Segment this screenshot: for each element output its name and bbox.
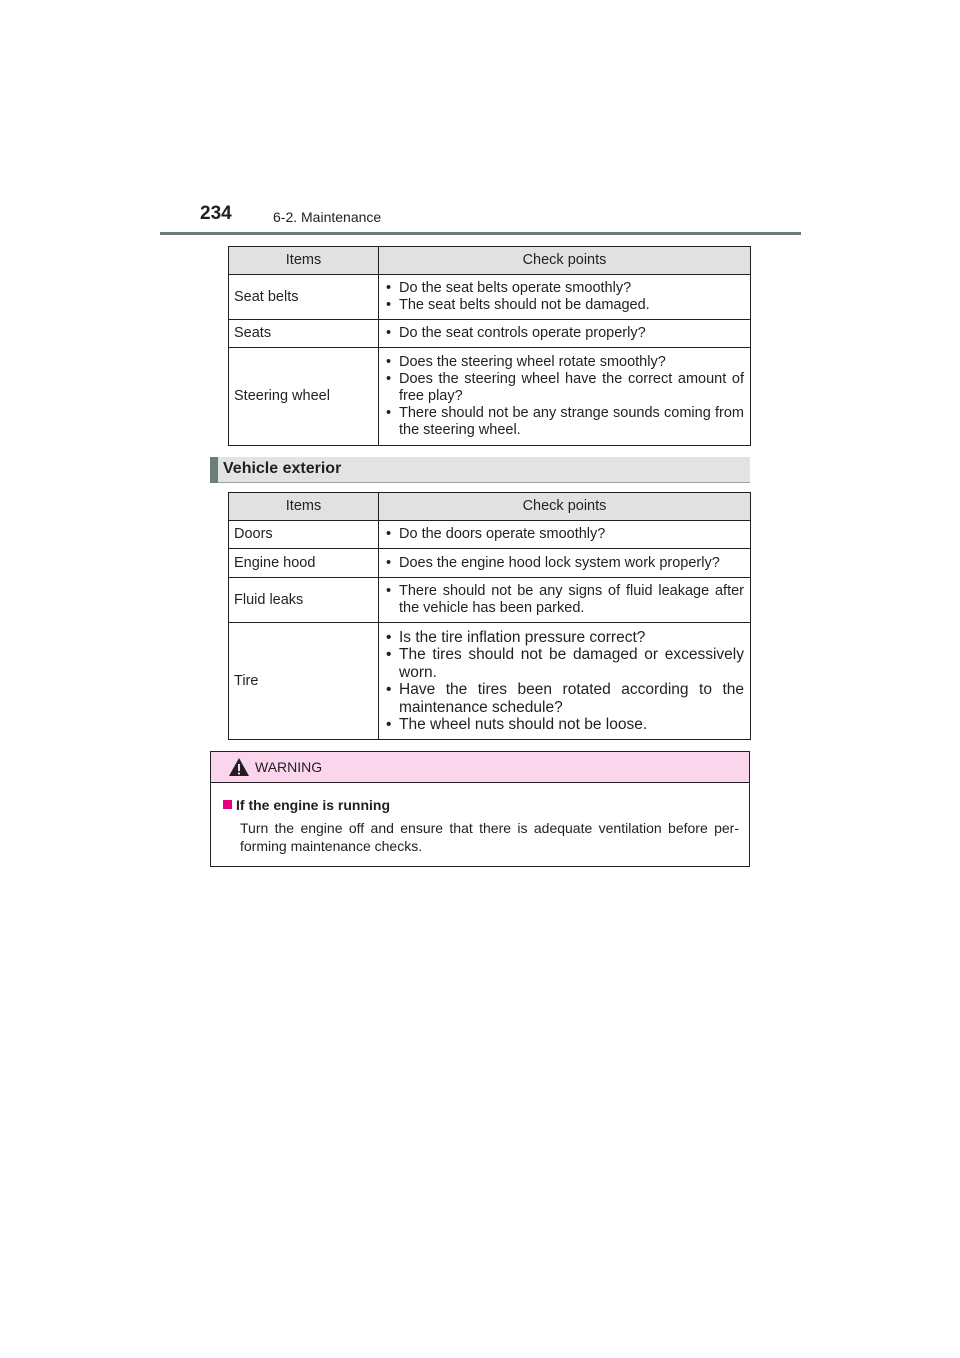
section-label: 6-2. Maintenance	[273, 209, 382, 225]
check-points-cell	[379, 348, 751, 446]
table-row	[229, 623, 751, 740]
check-point: • Does the engine hood lock system work properly?	[384, 555, 744, 572]
table-row	[229, 275, 751, 320]
table-row	[229, 348, 751, 446]
item-cell: Steering wheel	[229, 348, 379, 446]
warning-body	[211, 783, 749, 855]
warning-title: WARNING	[255, 759, 323, 775]
check-point: • Is the tire inflation pressure correct?	[384, 629, 744, 647]
table-row	[229, 320, 751, 348]
item-cell: Seats	[229, 320, 379, 348]
item-cell: Doors	[229, 521, 379, 549]
column-header-check-points: Check points	[379, 493, 751, 521]
check-point: • The seat belts should not be damaged.	[384, 297, 744, 314]
check-point: • Have the tires been rotated according to the maintenance schedule?	[384, 681, 744, 716]
check-point: • Do the seat belts operate smoothly?	[384, 280, 744, 297]
warning-header	[211, 752, 749, 783]
section-heading-vehicle-exterior	[210, 457, 750, 483]
warning-text: Turn the engine off and ensure that there is adequate ventilation before per-forming maintenance checks.	[240, 820, 739, 854]
warning-triangle-icon	[228, 757, 250, 782]
item-cell: Fluid leaks	[229, 578, 379, 623]
item-cell: Tire	[229, 623, 379, 740]
check-points-cell	[379, 521, 751, 549]
check-point: • There should not be any strange sounds coming from the steering wheel.	[384, 405, 744, 439]
warning-box	[210, 751, 750, 867]
check-point: • The wheel nuts should not be loose.	[384, 716, 744, 734]
column-header-items: Items	[229, 247, 379, 275]
item-cell: Engine hood	[229, 549, 379, 578]
table-row	[229, 578, 751, 623]
item-cell: Seat belts	[229, 275, 379, 320]
square-bullet-icon	[223, 800, 232, 809]
check-points-cell	[379, 320, 751, 348]
exterior-check-table	[228, 492, 751, 740]
check-points-cell	[379, 275, 751, 320]
check-points-cell	[379, 549, 751, 578]
column-header-check-points: Check points	[379, 247, 751, 275]
column-header-items: Items	[229, 493, 379, 521]
table-header-row	[229, 247, 751, 275]
check-point: • Do the doors operate smoothly?	[384, 526, 744, 543]
check-points-cell	[379, 623, 751, 740]
table-row	[229, 521, 751, 549]
warning-subheading: If the engine is running	[236, 797, 390, 813]
check-point: • Does the steering wheel have the correct amount of free play?	[384, 371, 744, 405]
check-point: • The tires should not be damaged or excessively worn.	[384, 646, 744, 681]
check-point: • Does the steering wheel rotate smoothly?	[384, 354, 744, 371]
check-point: • There should not be any signs of fluid leakage after the vehicle has been parked.	[384, 583, 744, 617]
header-rule	[160, 232, 801, 235]
check-points-cell	[379, 578, 751, 623]
section-heading-title: Vehicle exterior	[223, 460, 342, 477]
section-heading-bar	[210, 457, 218, 483]
check-point: • Do the seat controls operate properly?	[384, 325, 744, 342]
table-row	[229, 549, 751, 578]
interior-check-table	[228, 246, 751, 446]
table-header-row	[229, 493, 751, 521]
page-number: 234	[200, 203, 232, 224]
